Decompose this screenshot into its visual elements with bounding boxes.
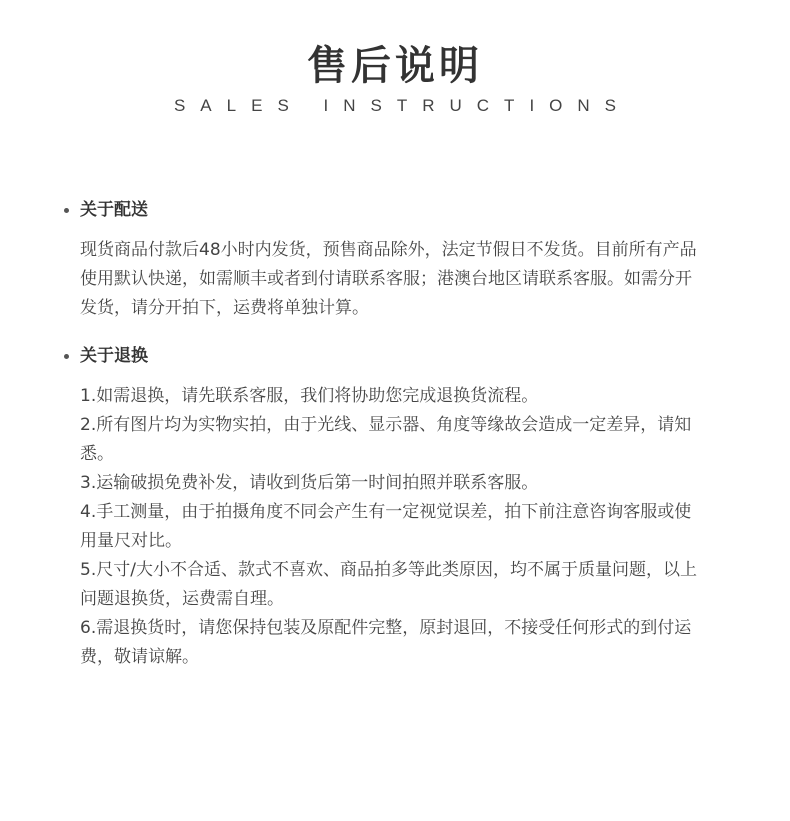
section-body-delivery <box>80 236 705 323</box>
section-title-delivery: 关于配送 <box>80 200 148 220</box>
returns-item-2: 2.所有图片均为实物实拍，由于光线、显示器、角度等缘故会造成一定差异，请知悉。 <box>80 415 692 464</box>
page-title: 售后说明 <box>307 43 483 89</box>
section-title-returns: 关于退换 <box>80 346 148 366</box>
section-delivery <box>0 198 790 318</box>
delivery-paragraph: 现货商品付款后48小时内发货，预售商品除外，法定节假日不发货。目前所有产品使用默认快递，如需顺丰或者到付请联系客服；港澳台地区请联系客服。如需分开发货，请分开拍下，运费将单独计算。 <box>80 240 697 318</box>
page-subtitle: SALES INSTRUCTIONS <box>173 96 632 115</box>
returns-item-5: 5.尺寸/大小不合适、款式不喜欢、商品拍多等此类原因，均不属于质量问题，以上问题退换货，运费需自理。 <box>80 560 697 609</box>
section-heading <box>0 344 790 368</box>
section-body-returns <box>80 382 705 672</box>
returns-item-4: 4.手工测量，由于拍摄角度不同会产生有一定视觉误差，拍下前注意咨询客服或使用量尺对比。 <box>80 502 692 551</box>
section-heading <box>0 198 790 222</box>
page-header <box>0 40 790 118</box>
returns-item-1: 1.如需退换，请先联系客服，我们将协助您完成退换货流程。 <box>80 386 539 406</box>
returns-item-6: 6.需退换货时，请您保持包装及原配件完整，原封退回，不接受任何形式的到付运费，敬请谅解。 <box>80 618 692 667</box>
section-returns <box>0 344 790 667</box>
returns-item-3: 3.运输破损免费补发，请收到货后第一时间拍照并联系客服。 <box>80 473 539 493</box>
bullet-dot-icon <box>64 354 69 359</box>
bullet-dot-icon <box>64 208 69 213</box>
